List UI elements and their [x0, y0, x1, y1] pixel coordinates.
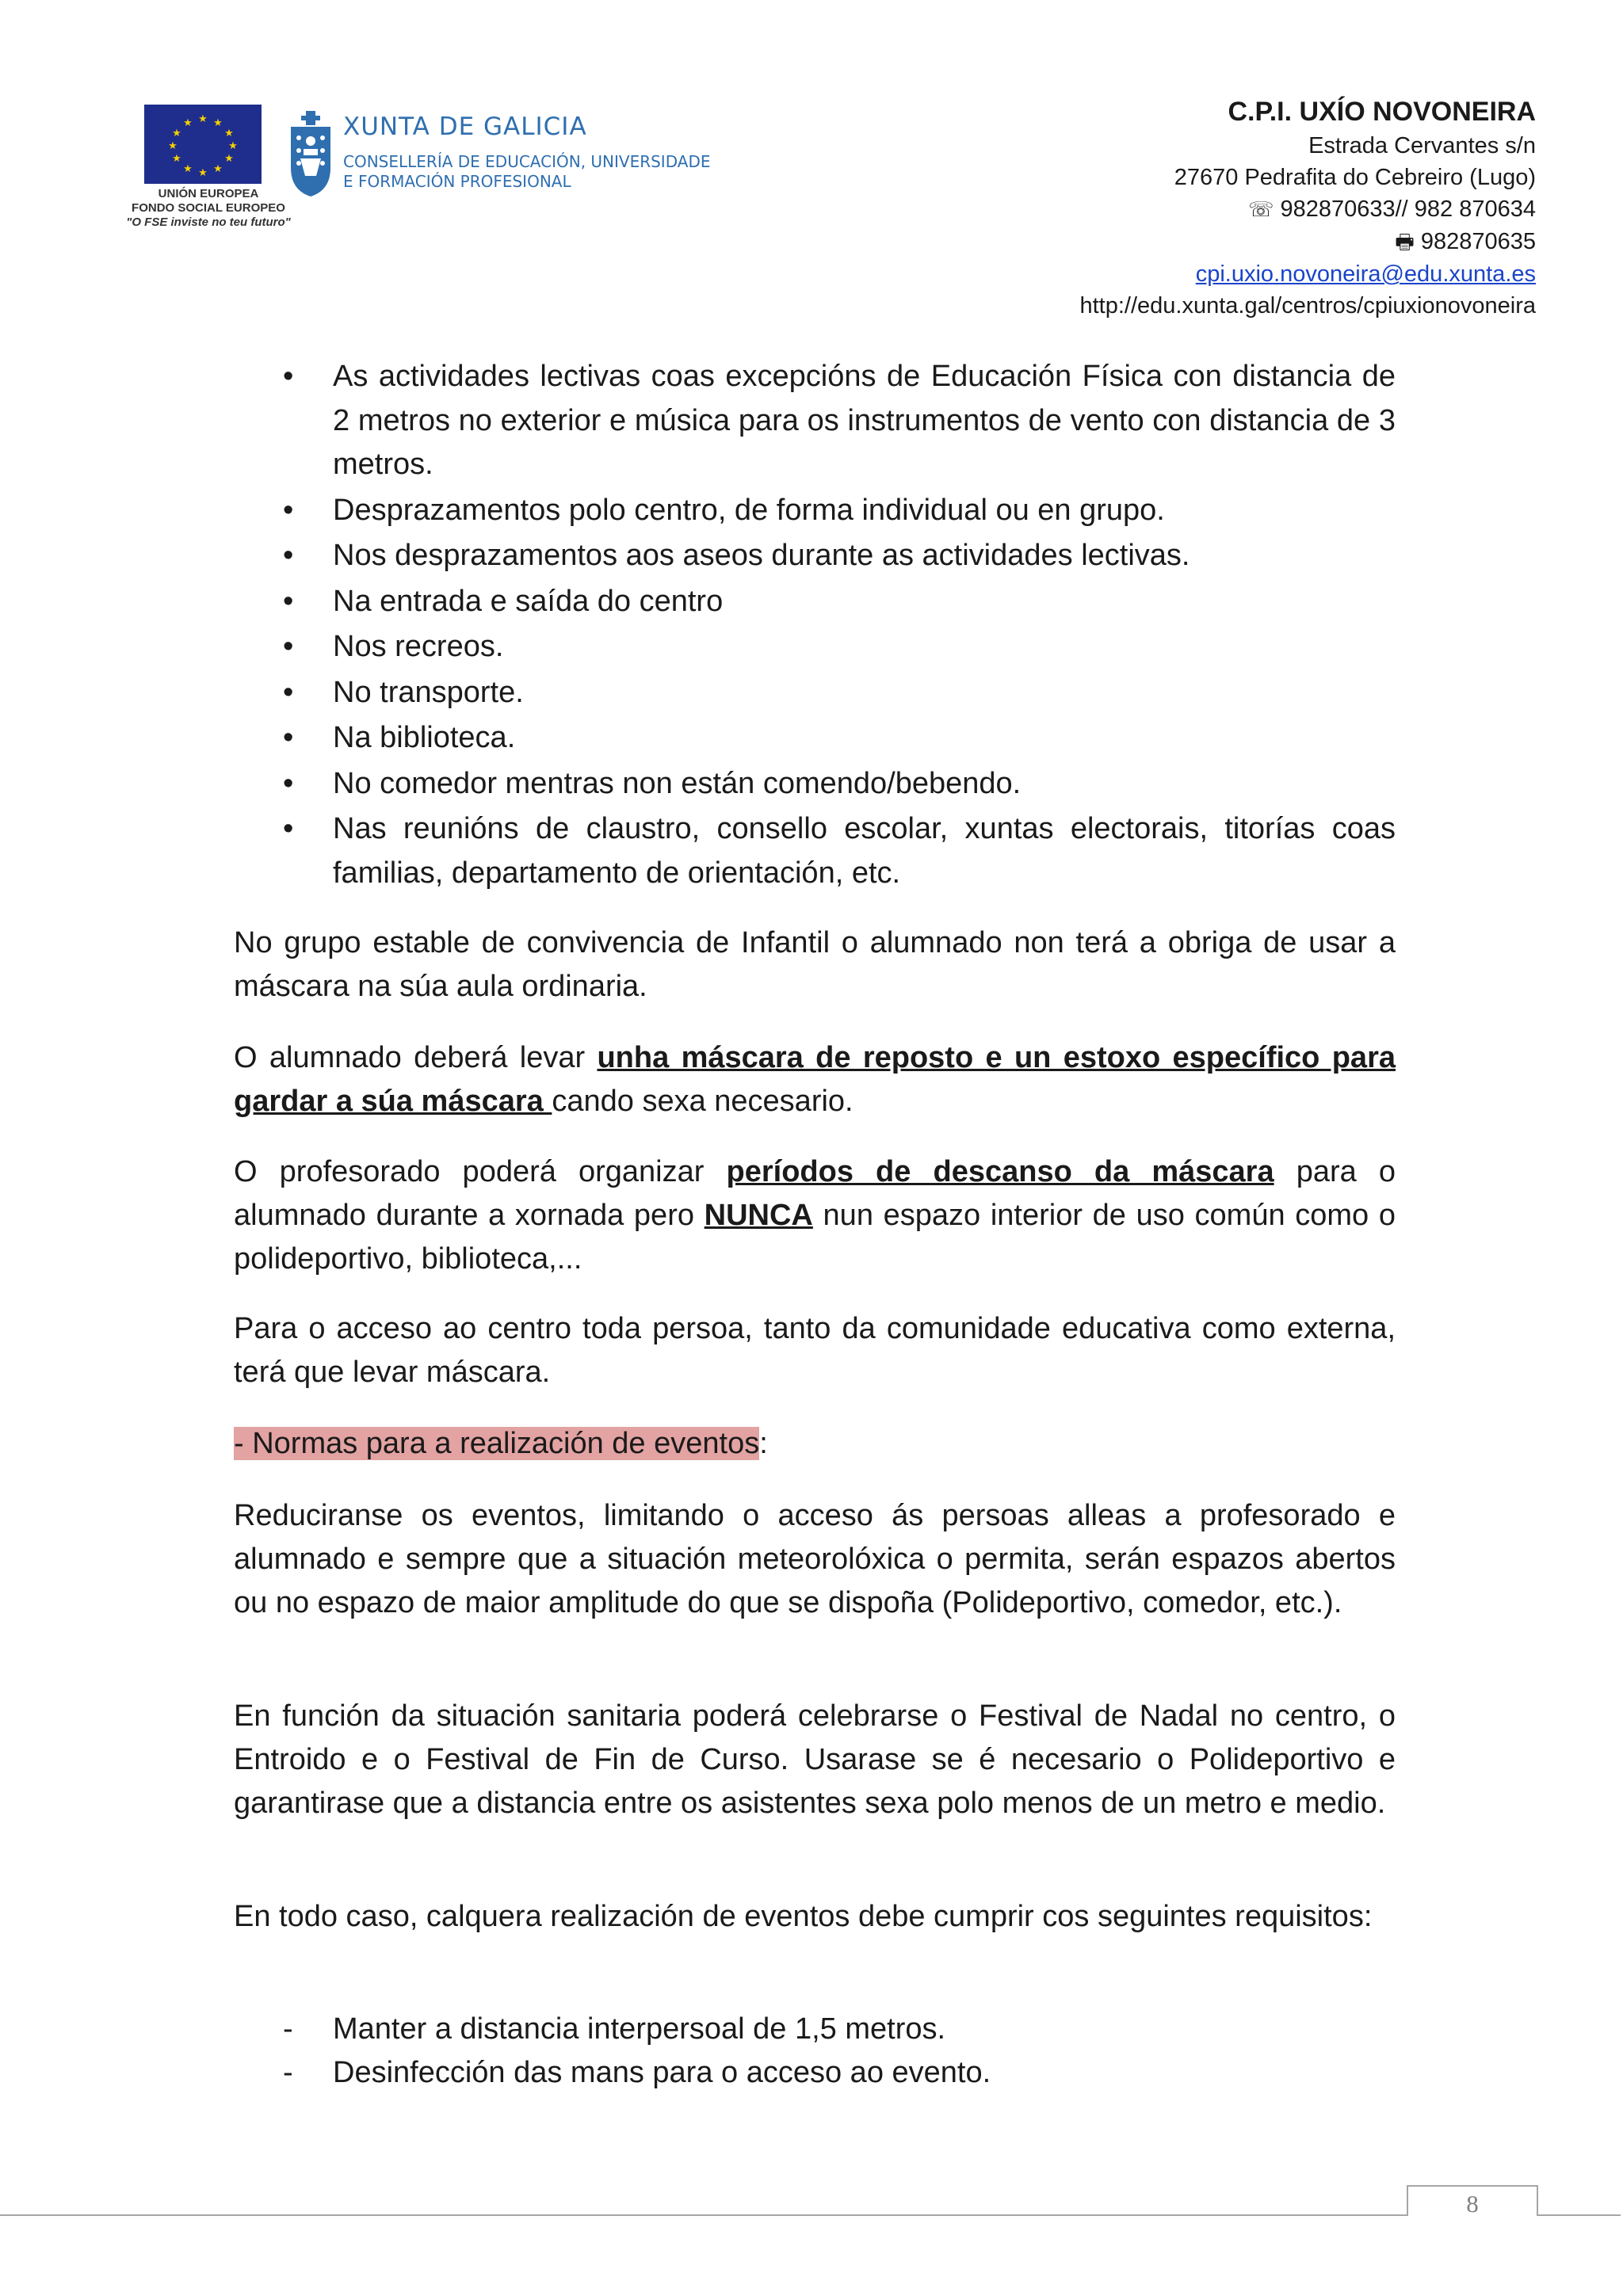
list-item-text: Na biblioteca.: [333, 721, 516, 754]
svg-text:★: ★: [168, 140, 178, 152]
list-item: [234, 671, 1396, 715]
school-phone: [1079, 193, 1536, 226]
school-phone-numbers: 982870633// 982 870634: [1280, 196, 1536, 222]
events-reduction-paragraph: Reduciranse os eventos, limitando o acceso ás persoas alleas a profesorado e alumnado e sempre que a situación meteorolóxica o permita, serán espazos abertos ou no espazo de maior amplitude do que se dispoña (Polideportivo, comedor, etc.).: [234, 1499, 1396, 1619]
list-item-text: No comedor mentras non están comendo/bebendo.: [333, 766, 1022, 800]
list-item-text: Nos desprazamentos aos aseos durante as actividades lectivas.: [333, 539, 1190, 572]
list-item: [234, 489, 1396, 533]
svg-text:★: ★: [224, 153, 234, 165]
page-number-box: [1407, 2185, 1538, 2216]
xunta-department-line2: E FORMACIÓN PROFESIONAL: [343, 172, 571, 191]
school-fax-number: 982870635: [1420, 229, 1536, 254]
mask-rest-paragraph: [234, 1150, 1396, 1281]
school-fax: [1079, 226, 1536, 258]
school-name: C.P.I. UXÍO NOVONEIRA: [1228, 97, 1536, 127]
svg-text:★: ★: [213, 163, 223, 175]
paragraph-text: cando sexa necesario.: [552, 1085, 854, 1118]
spare-mask-paragraph: [234, 1036, 1396, 1123]
svg-text:★: ★: [213, 117, 223, 129]
school-email-link[interactable]: cpi.uxio.novoneira@edu.xunta.es: [1195, 261, 1536, 287]
phone-icon: ☏: [1247, 198, 1274, 222]
footer-divider: [0, 2214, 1621, 2216]
paragraph-text: nun espazo interior de uso común como o polideportivo, biblioteca,...: [234, 1199, 1396, 1276]
svg-text:★: ★: [172, 153, 181, 165]
eu-tagline: "O FSE inviste no teu futuro": [126, 215, 291, 229]
eu-line2: FONDO SOCIAL EUROPEO: [132, 201, 285, 215]
spare-mask-emphasis: unha máscara de reposto e un estoxo específico para gardar a súa máscara: [234, 1041, 1396, 1118]
xunta-department-line1: CONSELLERÍA DE EDUCACIÓN, UNIVERSIDADE: [343, 152, 711, 171]
bullet-icon: •: [283, 539, 294, 572]
svg-text:★: ★: [183, 117, 193, 129]
list-item: [234, 355, 1396, 487]
mask-rest-emphasis: períodos de descanso da máscara: [726, 1155, 1274, 1188]
list-item: [234, 807, 1396, 895]
list-item-text: No transporte.: [333, 675, 524, 709]
school-address-city: 27670 Pedrafita do Cebreiro (Lugo): [1174, 165, 1536, 190]
eu-caption: [125, 187, 292, 230]
list-item: [234, 762, 1396, 807]
access-paragraph: Para o acceso ao centro toda persoa, tanto da comunidade educativa como externa, terá que levar máscara.: [234, 1312, 1396, 1389]
bullet-icon: •: [283, 675, 294, 709]
svg-text:★: ★: [183, 163, 193, 175]
paragraph-text: O profesorado poderá organizar: [234, 1155, 727, 1188]
bullet-icon: •: [283, 766, 294, 800]
list-item-text: Desprazamentos polo centro, de forma individual ou en grupo.: [333, 493, 1165, 527]
never-emphasis: NUNCA: [704, 1199, 813, 1232]
list-item-text: Na entrada e saída do centro: [333, 584, 724, 618]
list-item-text: Desinfección das mans para o acceso ao evento.: [333, 2056, 991, 2089]
list-item: [234, 716, 1396, 761]
eu-line1: UNIÓN EUROPEA: [158, 187, 259, 200]
list-item: [234, 534, 1396, 578]
paragraph-text: para o alumnado durante a xornada pero: [234, 1155, 1396, 1232]
list-item: [234, 2051, 1396, 2095]
requirements-list: [234, 2008, 1396, 2095]
eu-flag-icon: [144, 105, 262, 184]
bullet-icon: •: [283, 812, 294, 845]
school-address-street: Estrada Cervantes s/n: [1308, 133, 1536, 158]
list-item: [234, 625, 1396, 669]
svg-text:★: ★: [228, 140, 238, 152]
requirements-intro-paragraph: En todo caso, calquera realización de eventos debe cumprir cos seguintes requisitos:: [234, 1900, 1373, 1933]
paragraph-text: O alumnado deberá levar: [234, 1041, 598, 1074]
infantil-paragraph: No grupo estable de convivencia de Infantil o alumnado non terá a obriga de usar a máscara na súa aula ordinaria.: [234, 926, 1396, 1003]
svg-text:★: ★: [198, 167, 208, 179]
bullet-icon: •: [283, 584, 294, 618]
list-item-text: Manter a distancia interpersoal de 1,5 metros.: [333, 2012, 946, 2046]
mask-usage-list: [234, 355, 1396, 897]
page-number: 8: [1466, 2190, 1479, 2218]
events-heading-colon: :: [759, 1427, 768, 1460]
fax-icon: 🖶: [1395, 231, 1415, 254]
bullet-icon: •: [283, 721, 294, 754]
school-contact-block: [1079, 93, 1536, 322]
list-item: [234, 2008, 1396, 2051]
xunta-emblem-icon: [288, 111, 334, 198]
list-item-text: Nas reunións de claustro, consello escolar, xuntas electorais, titorías coas familias, departamento de orientación, etc.: [333, 812, 1396, 890]
bullet-icon: •: [283, 360, 294, 393]
bullet-icon: •: [283, 630, 294, 663]
list-item-text: As actividades lectivas coas excepcións de Educación Física con distancia de 2 metros no exterior e música para os instrumentos de vento con distancia de 3 metros.: [333, 360, 1396, 481]
festivals-paragraph: En función da situación sanitaria poderá celebrarse o Festival de Nadal no centro, o Entroido e o Festival de Fin de Curso. Usarase se é necesario o Polideportivo e garantirase que a distancia entre os asistentes sexa polo menos de un metro e medio.: [234, 1699, 1396, 1820]
events-heading: [234, 1422, 1396, 1466]
school-website[interactable]: http://edu.xunta.gal/centros/cpiuxionovoneira: [1079, 293, 1536, 318]
bullet-icon: •: [283, 493, 294, 527]
xunta-title: XUNTA DE GALICIA: [343, 113, 587, 141]
svg-text:★: ★: [198, 113, 208, 125]
events-heading-highlight: - Normas para a realización de eventos: [234, 1427, 760, 1460]
list-item: [234, 580, 1396, 624]
dash-marker: -: [283, 2012, 293, 2046]
xunta-department: [343, 152, 710, 192]
svg-text:★: ★: [172, 128, 181, 139]
list-item-text: Nos recreos.: [333, 630, 504, 663]
svg-text:★: ★: [224, 128, 234, 139]
dash-marker: -: [283, 2056, 293, 2089]
